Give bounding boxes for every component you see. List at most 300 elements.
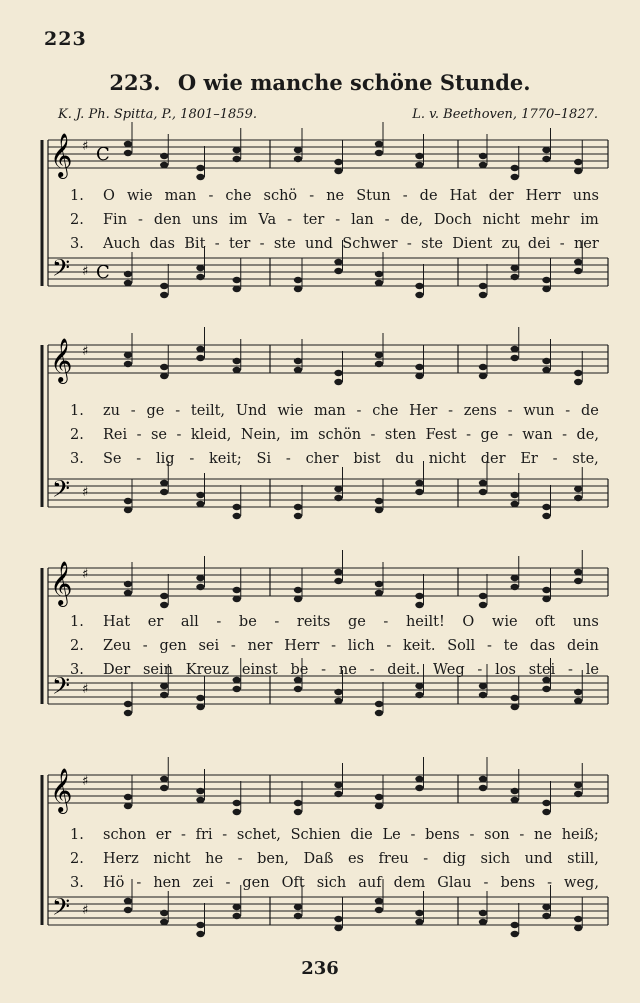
note-head	[196, 501, 204, 507]
verse-line-2	[70, 638, 600, 654]
lyric-syllable: Zeu	[103, 638, 131, 654]
lyric-syllable: -	[222, 827, 228, 843]
lyric-syllable: be	[290, 662, 309, 678]
verse-number: 3.	[70, 662, 84, 678]
lyric-syllable: heilt!	[405, 614, 445, 630]
note-head	[415, 919, 423, 925]
note-head	[511, 265, 519, 271]
lyric-syllables	[102, 614, 600, 630]
note-head	[294, 800, 302, 806]
note-head	[196, 165, 204, 171]
note-head	[160, 489, 168, 495]
key-signature-sharp: ♯	[82, 567, 89, 582]
note-head	[160, 683, 168, 689]
lyric-syllable: Nein,	[240, 427, 281, 443]
lyric-syllable: mehr	[530, 212, 570, 228]
lyric-syllable: Bit	[184, 236, 206, 252]
lyric-syllable: dig	[442, 851, 466, 867]
verse-number: 2.	[70, 212, 84, 228]
note-head	[196, 355, 204, 361]
lyric-syllable: keit.	[403, 638, 436, 654]
treble-clef-icon: 𝄞	[50, 768, 73, 812]
lyric-syllable: ge	[480, 427, 499, 443]
note-head	[196, 274, 204, 280]
lyric-syllable: -	[130, 403, 136, 419]
lyric-syllable: bens	[425, 827, 460, 843]
bass-clef-icon: 𝄢	[52, 672, 71, 705]
lyric-syllable: be	[238, 614, 257, 630]
lyric-syllable: -	[285, 451, 291, 467]
note-head	[375, 710, 383, 716]
note-head	[334, 689, 342, 695]
lyric-syllable: son	[484, 827, 510, 843]
note-head	[233, 904, 241, 910]
lyric-syllable: Daß	[303, 851, 334, 867]
note-head	[160, 919, 168, 925]
note-head	[233, 913, 241, 919]
note-head	[574, 168, 582, 174]
lyric-syllable: le	[585, 662, 599, 678]
note-head	[415, 162, 423, 168]
lyric-syllable: bist	[353, 451, 381, 467]
note-head	[196, 797, 204, 803]
lyric-syllable: ner	[247, 638, 273, 654]
lyric-syllable: Weg	[433, 662, 465, 678]
note-head	[511, 355, 519, 361]
lyric-syllable: den	[153, 212, 182, 228]
note-head	[511, 788, 519, 794]
note-head	[479, 602, 487, 608]
lyric-syllable: reits	[296, 614, 331, 630]
note-head	[160, 373, 168, 379]
music-system-1	[38, 133, 610, 298]
lyric-syllables	[102, 827, 600, 843]
lyric-syllable: die	[350, 827, 373, 843]
note-head	[375, 498, 383, 504]
lyric-syllable: stei	[528, 662, 556, 678]
lyric-syllable: O	[103, 188, 115, 204]
lyric-syllable: deit.	[387, 662, 421, 678]
lyric-syllable: man	[313, 403, 346, 419]
note-head	[196, 931, 204, 937]
note-head	[511, 931, 519, 937]
note-head	[196, 695, 204, 701]
verse-line-1	[70, 827, 600, 843]
treble-measure-3	[479, 757, 583, 815]
lyric-syllable: -	[237, 851, 243, 867]
note-head	[160, 153, 168, 159]
lyric-syllable: uns	[572, 614, 599, 630]
note-head	[160, 162, 168, 168]
lyric-syllable: sten	[384, 427, 417, 443]
note-head	[334, 159, 342, 165]
lyric-syllable: -	[309, 188, 315, 204]
lyric-syllable: -	[142, 638, 148, 654]
lyric-syllable: kleid,	[190, 427, 232, 443]
treble-measure-2	[294, 122, 424, 174]
bass-clef-icon: 𝄢	[52, 475, 71, 508]
lyric-syllable: keit;	[209, 451, 242, 467]
lyric-syllable: wie	[277, 403, 304, 419]
note-head	[511, 922, 519, 928]
lyric-syllable: he	[205, 851, 224, 867]
note-head	[542, 596, 550, 602]
lyric-syllable: cher	[305, 451, 339, 467]
lyric-syllable: wan	[522, 427, 553, 443]
note-head	[479, 593, 487, 599]
note-head	[233, 513, 241, 519]
note-head	[334, 486, 342, 492]
lyric-syllable: schet,	[236, 827, 281, 843]
lyric-syllable: bens	[500, 875, 536, 891]
lyric-syllable: -	[208, 188, 214, 204]
lyric-syllable: -	[559, 236, 565, 252]
lyric-syllable: nicht	[153, 851, 191, 867]
note-head	[196, 922, 204, 928]
note-head	[542, 587, 550, 593]
key-signature-sharp: ♯	[82, 682, 89, 697]
note-head	[375, 280, 383, 286]
lyric-syllables	[102, 212, 600, 228]
note-head	[375, 361, 383, 367]
lyric-syllable: wie	[126, 188, 153, 204]
lyric-syllable: lig	[155, 451, 175, 467]
verse-line-1	[70, 403, 600, 419]
note-head	[294, 504, 302, 510]
lyric-syllable: weg,	[564, 875, 599, 891]
note-head	[511, 704, 519, 710]
note-head	[415, 910, 423, 916]
verse-number: 3.	[70, 236, 84, 252]
bass-measure-2	[294, 461, 424, 519]
lyric-syllable: Hö	[103, 875, 125, 891]
lyric-syllable: und	[304, 236, 333, 252]
lyric-syllable: de	[419, 188, 438, 204]
note-head	[511, 575, 519, 581]
note-head	[479, 785, 487, 791]
lyric-syllable: -	[562, 427, 568, 443]
note-head	[479, 683, 487, 689]
lyric-syllable: de,	[400, 212, 423, 228]
verse-number: 2.	[70, 851, 84, 867]
lyric-syllable: ter	[302, 212, 325, 228]
verse-number: 1.	[70, 827, 84, 843]
lyric-syllable: -	[402, 188, 408, 204]
treble-measure-1	[124, 757, 241, 815]
note-head	[196, 174, 204, 180]
note-head	[542, 147, 550, 153]
lyric-syllables	[102, 236, 600, 252]
note-head	[124, 701, 132, 707]
note-head	[334, 379, 342, 385]
note-head	[124, 361, 132, 367]
note-head	[574, 698, 582, 704]
music-system-2	[38, 338, 610, 519]
lyric-syllable: -	[568, 662, 573, 678]
lyric-syllable: se	[150, 427, 168, 443]
lyric-syllable: -	[216, 614, 222, 630]
key-signature-sharp: ♯	[82, 344, 89, 359]
verse-line-1	[70, 614, 600, 630]
lyric-syllable: Herz	[103, 851, 139, 867]
note-head	[196, 265, 204, 271]
bass-measure-3	[479, 461, 583, 519]
lyric-syllable: Und	[235, 403, 267, 419]
page-number: 223	[44, 28, 87, 50]
lyric-syllable: -	[176, 427, 182, 443]
lyric-syllable: dein	[567, 638, 599, 654]
treble-measure-3	[479, 327, 583, 385]
note-head	[574, 370, 582, 376]
note-head	[160, 785, 168, 791]
note-head	[479, 283, 487, 289]
lyric-syllable: fri	[195, 827, 213, 843]
lyric-syllable: -	[175, 403, 181, 419]
lyric-syllable: -	[486, 638, 492, 654]
lyric-syllable: dem	[393, 875, 426, 891]
note-head	[479, 373, 487, 379]
note-head	[196, 575, 204, 581]
lyric-syllable: -	[331, 638, 337, 654]
treble-measure-2	[294, 757, 424, 815]
lyric-syllable: zu	[103, 403, 120, 419]
lyric-syllable: ne	[326, 188, 345, 204]
lyric-syllable: Kreuz	[185, 662, 230, 678]
lyric-syllable: der	[488, 188, 514, 204]
lyric-syllable: Fest	[425, 427, 457, 443]
note-head	[574, 916, 582, 922]
note-head	[124, 803, 132, 809]
note-head	[334, 495, 342, 501]
lyric-syllable: Herr	[525, 188, 561, 204]
note-head	[574, 578, 582, 584]
verse-number: 1.	[70, 188, 84, 204]
note-head	[511, 346, 519, 352]
note-head	[574, 569, 582, 575]
note-head	[294, 809, 302, 815]
lyric-syllables	[102, 875, 600, 891]
lyric-syllable: Si	[256, 451, 272, 467]
lyric-syllable: O	[462, 614, 475, 630]
lyric-syllable: -	[274, 614, 280, 630]
note-head	[542, 367, 550, 373]
note-head	[542, 156, 550, 162]
lyric-syllable: Oft	[281, 875, 305, 891]
note-head	[124, 907, 132, 913]
lyric-syllable: -	[466, 427, 472, 443]
note-head	[479, 162, 487, 168]
lyric-syllable: -	[225, 875, 231, 891]
lyric-syllable: -	[189, 451, 195, 467]
note-head	[574, 259, 582, 265]
note-head	[375, 794, 383, 800]
note-head	[294, 277, 302, 283]
note-head	[415, 480, 423, 486]
lyric-syllable: -	[565, 403, 571, 419]
note-head	[233, 587, 241, 593]
note-head	[294, 596, 302, 602]
note-head	[511, 492, 519, 498]
note-head	[294, 358, 302, 364]
composer-credit: L. v. Beethoven, 1770–1827.	[412, 107, 598, 122]
note-head	[233, 358, 241, 364]
lyric-syllable: -	[547, 875, 553, 891]
note-head	[124, 581, 132, 587]
lyric-syllable: Rei	[103, 427, 128, 443]
note-head	[233, 147, 241, 153]
lyric-syllable: -	[386, 638, 392, 654]
note-head	[415, 602, 423, 608]
lyric-syllable: Schwer	[342, 236, 398, 252]
note-head	[415, 683, 423, 689]
lyric-syllable: -	[214, 236, 220, 252]
note-head	[511, 695, 519, 701]
note-head	[542, 809, 550, 815]
note-head	[574, 268, 582, 274]
note-head	[511, 274, 519, 280]
lyric-syllable: Der	[103, 662, 131, 678]
page-footer-number: 236	[301, 958, 339, 979]
note-head	[334, 782, 342, 788]
lyric-syllable: ste	[273, 236, 296, 252]
verse-number: 1.	[70, 614, 84, 630]
note-head	[574, 925, 582, 931]
note-head	[124, 498, 132, 504]
note-head	[375, 352, 383, 358]
note-head	[375, 590, 383, 596]
lyric-syllable: er	[147, 614, 164, 630]
note-head	[542, 513, 550, 519]
note-head	[334, 370, 342, 376]
note-head	[160, 480, 168, 486]
lyric-syllable: du	[395, 451, 414, 467]
note-head	[375, 701, 383, 707]
lyric-syllable: -	[410, 827, 416, 843]
lyric-syllable: das	[149, 236, 175, 252]
note-head	[375, 581, 383, 587]
note-head	[294, 513, 302, 519]
note-head	[375, 907, 383, 913]
note-head	[574, 791, 582, 797]
verse-line-2	[70, 851, 600, 867]
verse-number: 3.	[70, 875, 84, 891]
lyric-syllable: wun	[523, 403, 555, 419]
note-head	[479, 292, 487, 298]
note-head	[479, 919, 487, 925]
treble-measure-1	[124, 327, 241, 379]
note-head	[233, 277, 241, 283]
lyric-syllable: still,	[567, 851, 599, 867]
lyric-syllable: -	[136, 451, 142, 467]
lyric-syllable: nicht	[428, 451, 466, 467]
lyric-syllable: Soll	[447, 638, 476, 654]
note-head	[124, 507, 132, 513]
note-head	[160, 593, 168, 599]
note-head	[124, 271, 132, 277]
music-system-3	[38, 561, 610, 716]
note-head	[294, 686, 302, 692]
lyric-syllable: ge	[146, 403, 165, 419]
lyric-syllable: im	[290, 427, 309, 443]
note-head	[415, 364, 423, 370]
note-head	[160, 283, 168, 289]
verse-line-3	[70, 451, 600, 467]
lyric-syllable: -	[335, 212, 341, 228]
note-head	[334, 916, 342, 922]
lyric-syllable: Dient	[452, 236, 493, 252]
lyric-syllable: Fin	[103, 212, 128, 228]
note-head	[196, 492, 204, 498]
lyric-syllable: -	[370, 427, 376, 443]
note-head	[294, 904, 302, 910]
lyric-syllable: Hat	[449, 188, 477, 204]
note-head	[415, 776, 423, 782]
verse-line-3	[70, 875, 600, 891]
note-head	[375, 803, 383, 809]
note-head	[233, 809, 241, 815]
treble-measure-3	[479, 550, 583, 608]
treble-clef-icon: 𝄞	[50, 133, 73, 177]
lyric-syllable: ne	[534, 827, 552, 843]
note-head	[415, 283, 423, 289]
lyric-syllable: schö	[263, 188, 298, 204]
note-head	[511, 501, 519, 507]
note-head	[294, 147, 302, 153]
lyric-syllables	[102, 403, 600, 419]
lyric-syllable: ter	[228, 236, 251, 252]
note-head	[479, 776, 487, 782]
note-head	[160, 910, 168, 916]
note-head	[511, 584, 519, 590]
lyric-syllable: heiß;	[561, 827, 599, 843]
time-signature: C	[96, 144, 110, 165]
verse-line-3	[70, 236, 600, 252]
note-head	[415, 692, 423, 698]
lyric-syllable: de,	[576, 427, 599, 443]
lyric-syllable: -	[507, 403, 513, 419]
hymn-title: O wie manche schöne Stunde.	[177, 70, 531, 95]
note-head	[574, 495, 582, 501]
note-head	[479, 364, 487, 370]
lyric-syllable: Her	[409, 403, 438, 419]
lyric-syllable: freu	[378, 851, 409, 867]
treble-measure-1	[124, 122, 241, 180]
lyric-syllable: Hat	[103, 614, 131, 630]
note-head	[294, 913, 302, 919]
note-head	[233, 504, 241, 510]
note-head	[574, 486, 582, 492]
lyric-syllable: -	[483, 875, 489, 891]
note-head	[160, 364, 168, 370]
lyric-syllable: -	[383, 614, 389, 630]
note-head	[415, 489, 423, 495]
lyric-syllable: nicht	[482, 212, 520, 228]
verse-line-1	[70, 188, 600, 204]
note-head	[196, 584, 204, 590]
note-head	[375, 150, 383, 156]
lyric-syllable: Schien	[290, 827, 341, 843]
note-head	[334, 268, 342, 274]
note-head	[375, 898, 383, 904]
verse-line-3	[70, 662, 600, 678]
verse-number: 3.	[70, 451, 84, 467]
note-head	[542, 686, 550, 692]
note-head	[375, 141, 383, 147]
note-head	[196, 346, 204, 352]
lyric-syllable: Glau	[437, 875, 472, 891]
key-signature-sharp: ♯	[82, 264, 89, 279]
note-head	[160, 602, 168, 608]
